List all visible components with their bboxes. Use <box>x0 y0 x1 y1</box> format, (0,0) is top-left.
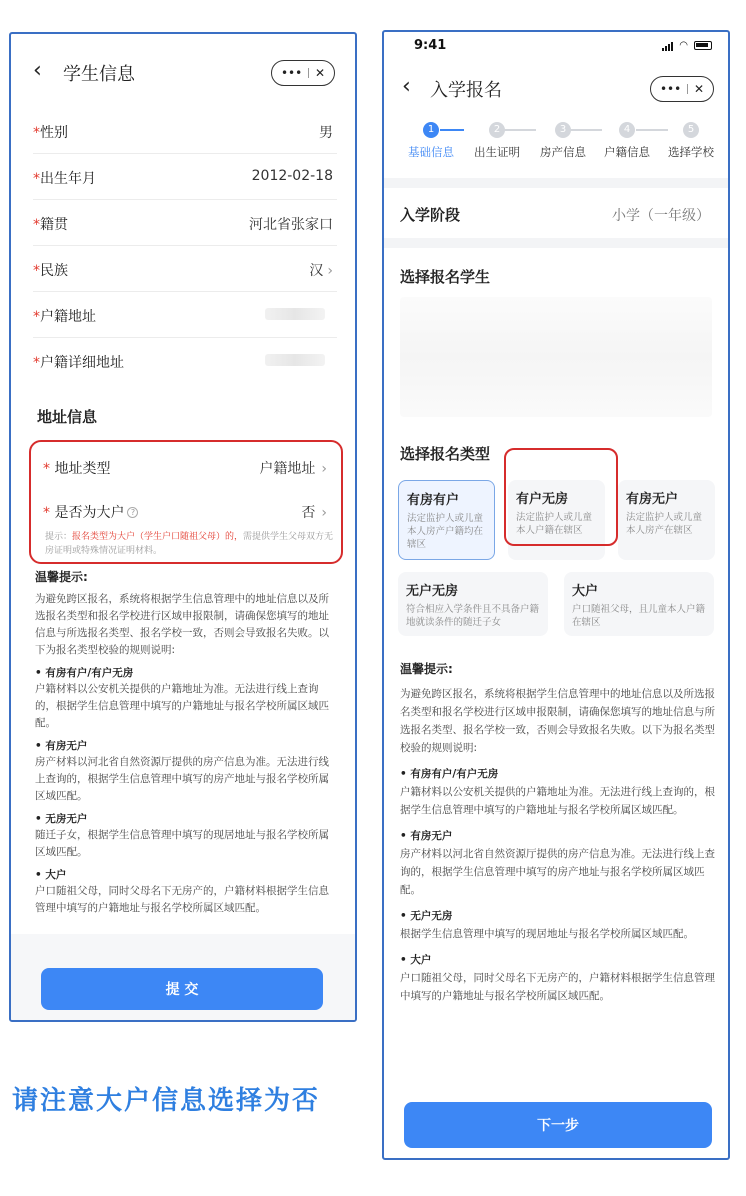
back-icon[interactable]: ‹ <box>33 58 42 83</box>
field-label: 籍贯 <box>40 217 68 233</box>
chevron-right-icon: › <box>321 505 327 521</box>
tips-body: 户籍材料以公安机关提供的户籍地址为准。无法进行线上查询的，根据学生信息管理中填写的户籍地址与报名学校所属区域匹配。 <box>35 683 329 729</box>
field-value: 河北省张家口 <box>249 217 333 233</box>
type-title: 无户无房 <box>406 584 459 599</box>
tips-body: 户口随祖父母，同时父母名下无房产的，户籍材料根据学生信息管理中填写的户籍地址与报名学校所属区域匹配。 <box>400 972 715 1002</box>
tips-intro: 为避免跨区报名，系统将根据学生信息管理中的地址信息以及所选报名类型和报名学校进行区域申报限制，请确保您填写的地址信息与所选报名类型、报名学校一致，否则会导致报名失败。以下为报名类型校验的规则说明: <box>35 593 329 656</box>
type-desc: 符合相应入学条件且不具备户籍地就读条件的随迁子女 <box>406 604 540 628</box>
student-info-screen <box>9 32 357 1022</box>
status-icons <box>662 40 712 51</box>
submit-button[interactable]: 提 交 <box>41 968 323 1010</box>
type-desc: 法定监护人或儿童本人房产在辖区 <box>626 512 703 536</box>
stage-label: 入学阶段 <box>400 206 461 224</box>
nav-bar <box>11 34 355 108</box>
step-label: 房产信息 <box>540 145 586 159</box>
status-bar <box>384 32 728 60</box>
step-basic-info <box>396 122 466 160</box>
tips-heading: • 无房无户 <box>35 811 337 827</box>
next-step-button[interactable]: 下一步 <box>404 1102 712 1148</box>
caption-note: 请注意大户信息选择为否 <box>12 1086 321 1116</box>
blurred-value <box>265 354 325 366</box>
close-icon[interactable]: ✕ <box>314 66 326 80</box>
tips-section <box>400 660 718 1005</box>
tips-heading: • 有房无户 <box>400 827 718 845</box>
required-mark: * <box>43 505 50 521</box>
tips-intro: 为避免跨区报名，系统将根据学生信息管理中的地址信息以及所选报名类型和报名学校进行区域申报限制，请确保您填写的地址信息与所选报名类型、报名学校一致，否则会导致报名失败。以下为报名类型校验的规则说明: <box>400 688 715 754</box>
capsule-divider <box>687 84 688 94</box>
required-mark: * <box>43 461 50 477</box>
required-mark: * <box>33 355 40 371</box>
field-birth-date <box>33 154 337 200</box>
type-card-house-no-hukou[interactable] <box>618 480 715 560</box>
step-household-info <box>592 122 662 160</box>
step-label: 选择学校 <box>668 145 714 159</box>
step-birth-certificate <box>462 122 532 160</box>
tips-heading: • 有房有户/有户无房 <box>400 765 718 783</box>
tips-body: 根据学生信息管理中填写的现居地址与报名学校所属区域匹配。 <box>400 928 694 940</box>
type-title: 大户 <box>572 584 599 599</box>
blurred-value <box>265 308 325 320</box>
stage-value: 小学（一年级） <box>612 208 710 224</box>
field-value: 户籍地址 <box>259 461 316 477</box>
type-card-dahu[interactable] <box>564 572 714 636</box>
step-indicator <box>384 122 728 178</box>
type-desc: 户口随祖父母，且儿童本人户籍在辖区 <box>572 604 706 628</box>
step-number: 2 <box>489 122 505 138</box>
signal-icon <box>662 41 673 51</box>
select-type-title: 选择报名类型 <box>400 445 491 463</box>
field-label: 性别 <box>40 125 68 141</box>
hint-prefix: 提示： <box>45 532 73 542</box>
hint-highlight: 报名类型为大户（学生户口随祖父母）的， <box>72 532 244 542</box>
battery-icon <box>694 41 712 50</box>
field-label: 民族 <box>40 263 68 279</box>
field-label: 户籍地址 <box>40 309 96 325</box>
field-native-place <box>33 200 337 246</box>
field-value: 否 <box>301 505 316 521</box>
capsule-divider <box>308 68 309 78</box>
field-household-address <box>33 292 337 338</box>
field-value: 汉 <box>309 263 324 279</box>
field-label: 地址类型 <box>54 461 111 477</box>
required-mark: * <box>33 171 40 187</box>
tips-body: 户口随祖父母，同时父母名下无房产的，户籍材料根据学生信息管理中填写的户籍地址与报名学校所属区域匹配。 <box>35 885 329 914</box>
step-property-info <box>528 122 598 160</box>
highlight-box <box>504 448 618 546</box>
type-desc: 法定监护人或儿童本人户籍在辖区 <box>516 512 593 536</box>
step-select-school <box>656 122 726 160</box>
tips-body: 随迁子女，根据学生信息管理中填写的现居地址与报名学校所属区域匹配。 <box>35 829 329 858</box>
step-label: 基础信息 <box>408 145 454 159</box>
field-label: 户籍详细地址 <box>40 355 124 371</box>
page-title: 入学报名 <box>430 80 502 101</box>
type-card-house-and-hukou[interactable] <box>398 480 495 560</box>
mini-program-capsule <box>271 60 335 86</box>
field-household-detail-address <box>33 338 337 384</box>
chevron-right-icon: › <box>321 461 327 477</box>
more-icon[interactable]: ••• <box>280 66 303 80</box>
student-list-blurred[interactable] <box>400 297 712 417</box>
enrollment-screen <box>382 30 730 1160</box>
tips-heading: • 无户无房 <box>400 907 718 925</box>
required-mark: * <box>33 309 40 325</box>
field-value: 男 <box>319 125 333 141</box>
type-desc: 法定监护人或儿童本人房产户籍均在辖区 <box>407 513 484 550</box>
tips-body: 房产材料以河北省自然资源厅提供的房产信息为准。无法进行线上查询的，根据学生信息管理中填写的房产地址与报名学校所属区域匹配。 <box>400 848 715 896</box>
chevron-right-icon: › <box>327 263 333 279</box>
tips-heading: • 大户 <box>35 867 337 883</box>
type-title: 有房有户 <box>407 493 460 508</box>
step-number: 4 <box>619 122 635 138</box>
tips-heading: • 有房有户/有户无房 <box>35 665 337 681</box>
required-mark: * <box>33 217 40 233</box>
tips-body: 房产材料以河北省自然资源厅提供的房产信息为准。无法进行线上查询的，根据学生信息管理中填写的房产地址与报名学校所属区域匹配。 <box>35 756 329 802</box>
tips-heading: • 有房无户 <box>35 738 337 754</box>
page-title: 学生信息 <box>63 64 135 85</box>
field-ethnicity[interactable] <box>33 246 337 292</box>
back-icon[interactable]: ‹ <box>402 74 411 99</box>
type-title: 有房无户 <box>626 492 679 507</box>
wifi-icon: ◠ <box>679 40 688 51</box>
required-mark: * <box>33 125 40 141</box>
type-card-no-hukou-no-house[interactable] <box>398 572 548 636</box>
close-icon[interactable]: ✕ <box>693 82 705 96</box>
status-time: 9:41 <box>414 38 447 53</box>
more-icon[interactable]: ••• <box>659 82 682 96</box>
section-gap <box>384 238 728 248</box>
nav-bar <box>384 60 728 122</box>
field-label: 出生年月 <box>40 171 96 187</box>
hint-text: 需提供学生父母双方无房证明或特殊情况证明材料。 <box>45 532 334 556</box>
mini-program-capsule <box>650 76 714 102</box>
address-section-title: 地址信息 <box>37 408 98 426</box>
highlight-box <box>29 440 343 564</box>
step-number: 1 <box>423 122 439 138</box>
tips-title: 温馨提示: <box>400 662 453 676</box>
field-label: 是否为大户 <box>54 505 125 521</box>
select-student-title: 选择报名学生 <box>400 268 491 286</box>
tips-heading: • 大户 <box>400 951 718 969</box>
help-icon[interactable]: ? <box>127 507 138 518</box>
type-title: 有户无房 <box>516 492 569 507</box>
field-gender <box>33 108 337 154</box>
step-number: 3 <box>555 122 571 138</box>
step-label: 户籍信息 <box>604 145 650 159</box>
tips-title: 温馨提示: <box>35 570 88 584</box>
enrollment-stage-row[interactable] <box>384 188 728 238</box>
required-mark: * <box>33 263 40 279</box>
tips-section <box>35 568 337 917</box>
section-gap <box>384 178 728 188</box>
step-number: 5 <box>683 122 699 138</box>
step-label: 出生证明 <box>474 145 520 159</box>
field-value: 2012-02-18 <box>251 168 333 184</box>
tips-body: 户籍材料以公安机关提供的户籍地址为准。无法进行线上查询的，根据学生信息管理中填写的户籍地址与报名学校所属区域匹配。 <box>400 786 715 816</box>
